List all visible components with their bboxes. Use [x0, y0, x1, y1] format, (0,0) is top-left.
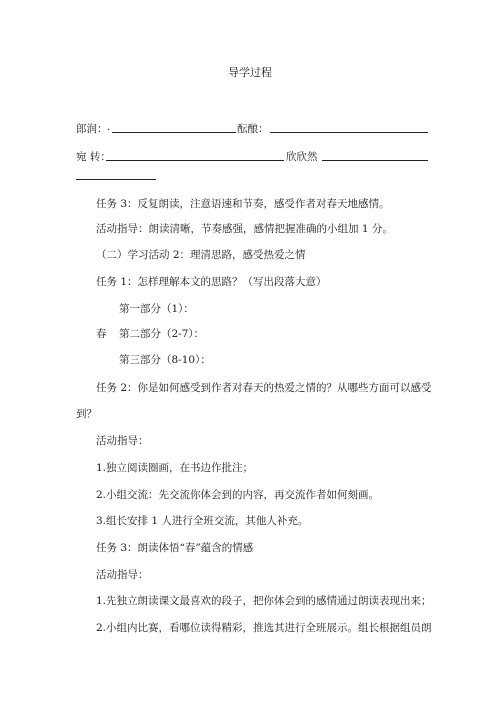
activity2-heading: （二）学习活动 2：理清思路，感受热爱之情 — [96, 249, 306, 261]
guide-a-item-3: 3.组长安排 1 人进行全班交流，其他人补充。 — [96, 515, 309, 527]
guide-label-a: 活动指导： — [96, 435, 149, 447]
guide-label-b: 活动指导： — [96, 569, 149, 581]
blank-label-xinxinran: 欣欣然 — [286, 151, 318, 163]
activity-guide-1: 活动指导：朗读清晰，节奏感强，感情把握准确的小组加 1 分。 — [96, 223, 393, 235]
task2-line1: 任务 2：你是如何感受到作者对春天的热爱之情的？从哪些方面可以感受 — [96, 382, 432, 394]
answer-blank-1[interactable] — [112, 132, 236, 133]
guide-a-item-2: 2.小组交流：先交流你体会到的内容，再交流作者如何刻画。 — [96, 489, 380, 501]
answer-blank-3[interactable] — [106, 160, 284, 161]
blank-label-wanzhuan: 宛 转： — [76, 151, 111, 163]
structure-part3: 第三部分（8-10）： — [119, 354, 211, 366]
blank-label-langrun: 郎润： — [76, 123, 108, 135]
guide-b-item-2: 2.小组内比赛，看哪位读得精彩，推选其进行全班展示。组长根据组员朗 — [96, 622, 432, 634]
task2-line2: 到？ — [76, 408, 97, 420]
task1: 任务 1：怎样理解本文的思路？（写出段落大意） — [96, 276, 327, 288]
task3-recite: 任务 3：反复朗读，注意语速和节奏，感受作者对春天地感情。 — [96, 198, 390, 210]
answer-blank-4[interactable] — [322, 160, 428, 161]
blank-label-yunniang: 酝酿： — [237, 123, 269, 135]
answer-blank-2[interactable] — [270, 132, 428, 133]
spring-character: 春 — [96, 328, 107, 340]
guide-a-item-1: 1.独立阅读圈画，在书边作批注； — [96, 462, 254, 474]
blank-dot: . — [107, 121, 111, 133]
task3-emotion: 任务 3：朗读体悟“春”蕴含的情感 — [96, 542, 254, 554]
guide-b-item-1: 1.先独立朗读课文最喜欢的段子，把你体会到的感情通过朗读表现出来； — [96, 595, 432, 607]
page-title: 导学过程 — [228, 66, 272, 79]
structure-part2: 第二部分（2-7）： — [119, 328, 205, 340]
structure-part1: 第一部分（1）： — [119, 303, 194, 315]
answer-blank-5[interactable] — [76, 179, 156, 180]
